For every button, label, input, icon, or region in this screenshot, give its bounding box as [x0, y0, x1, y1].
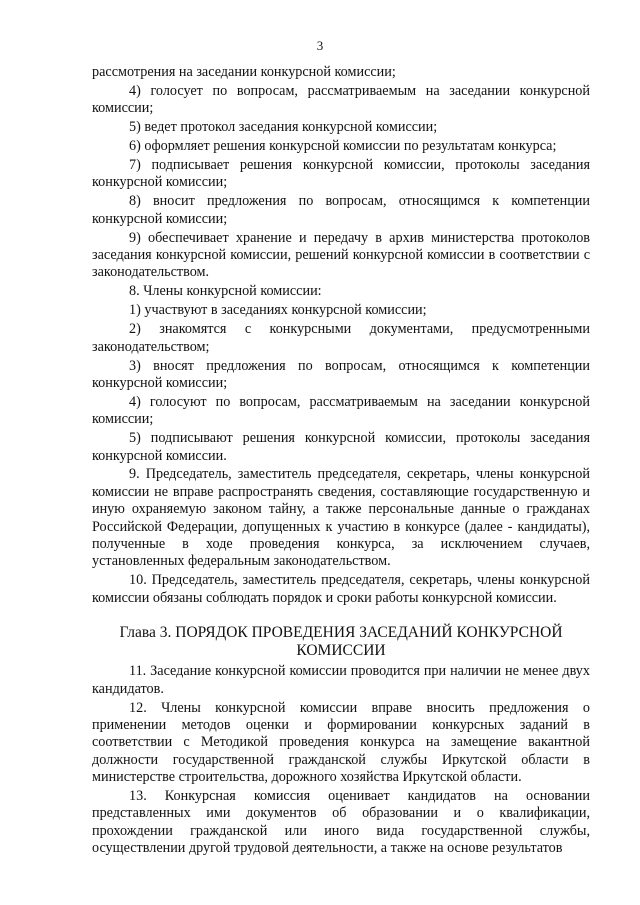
paragraph: 2) знакомятся с конкурсными документами, предусмотренными законодательством;	[92, 321, 590, 355]
paragraph: рассмотрения на заседании конкурсной комиссии;	[92, 64, 396, 80]
paragraph: 12. Члены конкурсной комиссии вправе вносить предложения о применении методов оценки и формировании конкурсных заданий в соответствии с Методикой проведения конкурса на замещение вакантной должности государственной гражданской службы Иркутской области в министерстве строительства, дорожного хозяйства Иркутской области.	[92, 699, 590, 786]
chapter-heading-line1: Глава 3. ПОРЯДОК ПРОВЕДЕНИЯ ЗАСЕДАНИЙ КОНКУРСНОЙ	[119, 624, 563, 642]
paragraph: 4) голосуют по вопросам, рассматриваемым на заседании конкурсной комиссии;	[92, 393, 590, 428]
document-body	[92, 64, 590, 859]
page-number: 3	[316, 38, 324, 53]
paragraph: 11. Заседание конкурсной комиссии проводится при наличии не менее двух кандидатов.	[92, 663, 590, 697]
paragraph: 7) подписывает решения конкурсной комиссии, протоколы заседания конкурсной комиссии;	[92, 157, 590, 191]
paragraph: 1) участвуют в заседаниях конкурсной комиссии;	[129, 302, 427, 319]
paragraph: 5) подписывают решения конкурсной комиссии, протоколы заседания конкурсной комиссии.	[92, 430, 590, 464]
paragraphs-top	[92, 64, 590, 607]
paragraph: 13. Конкурсная комиссия оценивает кандидатов на основании представленных ими документов об образовании и о квалификации, прохождении гражданской или иного вида государственной службы, осуществлении другой трудовой деятельности, а также на основе результатов	[92, 788, 590, 857]
paragraph: 9. Председатель, заместитель председателя, секретарь, члены конкурсной комиссии не вправе распространять сведения, составляющие государственную и иную охраняемую законом тайну, а также персональные данные о гражданах Российской Федерации, допущенных к участию в конкурсе (далее - кандидаты), полученные в ходе проведения конкурса, за исключением случаев, установленных федеральным законодательством.	[92, 466, 590, 570]
chapter-heading	[92, 624, 590, 659]
paragraph: 9) обеспечивает хранение и передачу в архив министерства протоколов заседания конкурсной комиссии, решений конкурсной комиссии в соответствии с законодательством.	[92, 229, 590, 281]
paragraph: 6) оформляет решения конкурсной комиссии по результатам конкурса;	[129, 138, 557, 155]
paragraphs-bottom	[92, 663, 590, 857]
paragraph: 8. Члены конкурсной комиссии:	[129, 283, 322, 300]
paragraph: 5) ведет протокол заседания конкурсной комиссии;	[129, 119, 438, 136]
paragraph: 3) вносят предложения по вопросам, относящимся к компетенции конкурсной комиссии;	[92, 357, 590, 391]
paragraph: 10. Председатель, заместитель председателя, секретарь, члены конкурсной комиссии обязаны соблюдать порядок и сроки работы конкурсной комиссии.	[92, 572, 590, 606]
paragraph: 4) голосует по вопросам, рассматриваемым на заседании конкурсной комиссии;	[92, 82, 590, 117]
paragraph: 8) вносит предложения по вопросам, относящимся к компетенции конкурсной комиссии;	[92, 193, 590, 227]
chapter-heading-line2: КОМИССИИ	[296, 641, 386, 659]
